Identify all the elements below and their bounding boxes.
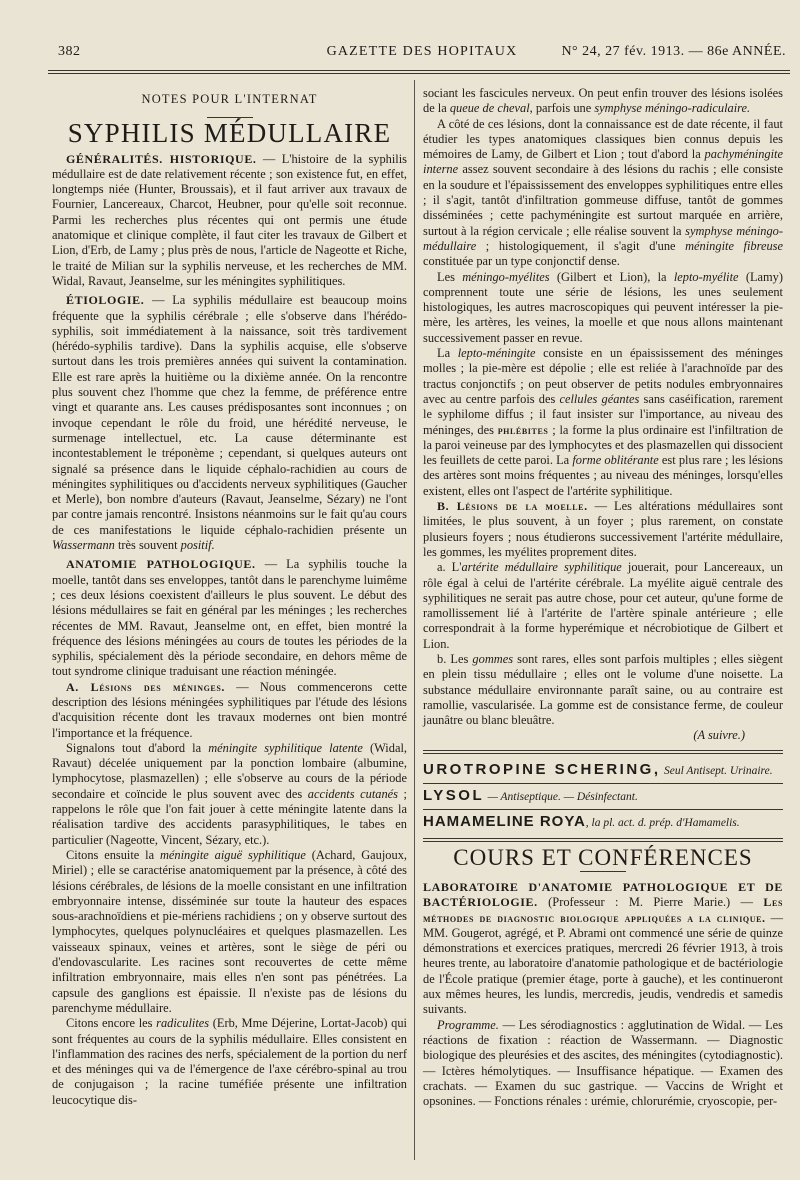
paragraph-meningo-myelites: Les méningo-myélites (Gilbert et Lion), la lepto-myélite (Lamy) comprennent toute une série de lésions, les unes seulement histologiques, les autres macroscopiques qui peuvent intéresser la pie-mère, les artères, les veines, la moelle et que nous allons maintenant successivement passer en revue.: [423, 269, 783, 345]
header-rule-2: [48, 73, 790, 74]
to-be-continued: (A suivre.): [693, 728, 745, 743]
title-rule: [580, 871, 626, 872]
paragraph-generalites: GÉNÉRALITÉS. HISTORIQUE. — L'histoire de la syphilis médullaire est de date relativement récente ; son existence fut, en effet, longtemps niée (Hunter, Broussais), et il faut arriver aux travaux de Fournier, Lancereaux, Charcot, Heubner, pour qu'elle soit reconnue. Parmi les recherches plus récentes qui ont permis une étude anatomique et clinique complète, il faut citer les travaux de Gilbert et Lion, d'Erb, de Lamy ; plus près de nous, l'article de Nageotte et Riche, le traité de Milian sur la syphilis nerveuse, et les recherches de MM. Widal, Ravaut, Jeanselme, sur les méningites syphilitiques.: [52, 151, 408, 288]
paragraph-meningite-latente: Signalons tout d'abord la méningite syphilitique latente (Widal, Ravaut) décelée uniquement par la ponction lombaire (albumine, lymphocytose, plasmazellen) ; elle s'observe au cours de la période secondaire et coïncide le plus souvent avec des accidents cutanés ; rappelons le rôle que l'on fait jouer à cette méningite latente dans la réalisation tardive des accidents parasyphilitiques, le tabes en particulier (Nageotte, Vincent, Sézary, etc.).: [52, 740, 407, 847]
header-rule: [48, 70, 790, 71]
ad-lysol: LYSOL — Antiseptique. — Désinfectant.: [423, 787, 638, 805]
subheading-meninges: A. Lésions des méninges.: [66, 679, 226, 694]
left-column: [52, 86, 407, 1108]
paragraph-continuation: sociant les fascicules nerveux. On peut enfin trouver des lésions isolées de la queue de cheval, parfois une symphyse méningo-radiculaire.: [423, 86, 783, 116]
paragraph-programme: Programme. — Les sérodiagnostics : agglutination de Widal. — Les réactions de fixation : réaction de Wassermann. — Diagnostic biologique des pleurésies et des ascites, des méningites (cytodiagnostic). — Ictères hémolytiques. — Insuffisance hépatique. — Examen des crachats. — Examen du suc gastrique. — Vaccins de Wright et opsonines. — Fonctions rénales : urémie, chlorurémie, cryoscopie, per-: [423, 1017, 783, 1109]
heading-anatomie: ANATOMIE PATHOLOGIQUE.: [66, 557, 256, 572]
section-kicker: NOTES POUR L'INTERNAT: [141, 92, 318, 106]
publication-title: GAZETTE DES HOPITAUX: [326, 44, 518, 59]
paragraph-lesions-moelle: B. Lésions de la moelle. — Les altérations médullaires sont limitées, le plus souvent, à un foyer ; plus rarement, on constate plusieurs foyers ; nous étudierons successivement l'artérite médullaire, les gommes, les myélites proprement dites.: [423, 499, 783, 559]
paragraph-arterite: a. L'artérite médullaire syphilitique jouerait, pour Lancereaux, un rôle égal à celui de l'artérite cérébrale. La myélite aiguë centrale des syphilitiques ne serait pas autre chose, pour cet auteur, qu'une forme de ramollissement lié à l'artérite de l'artère spinale antérieure ; elle correspondrait à la forme hyperémique et nécrobiotique de Gilbert et Lion.: [423, 560, 783, 651]
ad-separator: [423, 838, 783, 842]
ad-separator: [423, 750, 783, 754]
paragraph-gommes: b. Les gommes sont rares, elles sont parfois multiples ; elles siègent en plein tissu médullaire ; elles ont le volume d'une noisette. La substance médullaire environnante paraît saine, ou au contraire est ramollie, vascularisée. La gomme est de consistance ferme, de couleur jaunâtre ou blanc bleuâtre.: [423, 651, 783, 728]
section-title-cours: COURS ET CONFÉRENCES: [453, 844, 753, 870]
heading-laboratoire: LABORATOIRE D'ANATOMIE PATHOLOGIQUE ET DE BACTÉRIOLOGIE.: [423, 879, 783, 910]
ad-hamameline: HAMAMELINE ROYA, la pl. act. d. prép. d'Hamamelis.: [423, 813, 740, 831]
issue-info: N° 24, 27 fév. 1913. — 86e ANNÉE.: [561, 44, 786, 59]
ad-rule: [423, 809, 783, 810]
paragraph-lepto-meningite: La lepto-méningite consiste en un épaississement des méninges molles ; la pie-mère est dépolie ; elle est reliée à l'arachnoïde par des tractus conjonctifs ; on peut observer de petits nodules embryonnaires avec au centre parfois des cellules géantes sans caséification, rarement le syphilome diffus ; il faut insister sur l'importance, au niveau des méninges, des phlébites ; la forme la plus ordinaire est l'infiltration de la paroi veineuse par des lymphocytes et des plasmazellen qui dissocient les feuillets de cette paroi. La forme oblitérante est plus rare ; les lésions des artères sont moins fréquentes ; au niveau des méninges, lorsqu'elles existent, elles ont l'aspect de l'artérite syphilitique.: [423, 346, 783, 498]
article-title: SYPHILIS MÉDULLAIRE: [67, 118, 392, 149]
subheading-moelle: B. Lésions de la moelle.: [437, 499, 588, 514]
ad-urotropine: UROTROPINE SCHERING, Seul Antisept. Urinaire.: [423, 760, 773, 778]
paragraph-etiologie: ÉTIOLOGIE. — La syphilis médullaire est beaucoup moins fréquente que la syphilis cérébrale ; elle s'observe dans l'hérédo-syphilis, soit immédiatement à la naissance, soit très tardivement (hérédo-syphilis tardive). Dans la syphilis acquise, elle s'observe surtout dans les trois premières années qui suivent la contamination. Elle est rare après la huitième ou la dixième année. On la rencontre plus souvent chez l'homme que chez la femme, de préférence entre vingt et quarante ans. Les causes prédisposantes sont inconnues ; on invoque cependant le rôle du froid, une hérédité nerveuse, le surmenage intellectuel, etc. La cause déterminante est incontestablement le tréponème ; cependant, si quelques auteurs ont signalé sa présence dans le liquide céphalo-rachidien au cours de méningites syphilitiques ou d'accidents nerveux syphilitiques (Gaucher et Merle), bon nombre d'auteurs (Ravaut, Jeanselme, Sézary) ne l'ont par contre jamais rencontré. Insistons néanmoins sur le fait qu'au cours de ces manifestations le liquide céphalo-rachidien présente un Wassermann très souvent positif.: [52, 293, 407, 553]
page-header: [58, 44, 786, 66]
paragraph-lesions-meninges: A. Lésions des méninges. — Nous commencerons cette description des lésions méningées syphilitiques par l'étude des lésions d'acquisition récente dont les travaux modernes ont bien montré l'importance et la fréquence.: [52, 679, 407, 740]
paragraph-meningite-aigue: Citons ensuite la méningite aiguë syphilitique (Achard, Gaujoux, Miriel) ; elle se caractérise anatomiquement par la présence, à côté des lésions cérébrales, de lésions de la moelle consistant en une infiltration embryonnaire intense, disséminée sur toute la hauteur des espaces sous-arachnoïdiens et pie-mériens rachidiens ; on y observe surtout des lymphocytes, quelques polynucléaires et quelques plasmazellen. Les vaisseaux spinaux, veines et artères, sont le siège de péri ou d'endovascularite. Les racines sont recouvertes de cette même infiltration embryonnaire, mais elles n'en sont pas pénétrées. La capsule des ganglions est épaissie. Il n'existe pas de lésions du parenchyme médullaire.: [52, 847, 407, 1015]
paragraph-pachymeningite: A côté de ces lésions, dont la connaissance est de date récente, il faut étudier les types anatomiques classiques bien connus depuis les mémoires de Lamy, de Gilbert et Lion ; tout d'abord la pachyméningite interne assez souvent secondaire à des lésions du rachis ; elle consiste en la soudure et l'épaississement des enveloppes syphilitiques entre elles ; il s'agit, tantôt d'infiltration gommeuse diffuse, tantôt de gommes disséminées ; cette pachyméningite est surtout marquée en arrière, surtout à la région cervicale ; elle réalise souvent la symphyse méningo-médullaire ; histologiquement, il s'agit d'une méningite fibreuse constituée par un type conjonctif dense.: [423, 116, 783, 269]
ad-rule: [423, 783, 783, 784]
ad-lysol-brand: LYSOL: [423, 787, 485, 805]
ad-hamameline-brand: HAMAMELINE ROYA: [423, 813, 586, 831]
right-column: [423, 86, 783, 1109]
column-divider: [414, 80, 415, 1160]
ad-urotropine-brand: UROTROPINE SCHERING,: [423, 760, 661, 778]
heading-generalites: GÉNÉRALITÉS. HISTORIQUE.: [66, 151, 257, 166]
paragraph-laboratoire: LABORATOIRE D'ANATOMIE PATHOLOGIQUE ET DE BACTÉRIOLOGIE. (Professeur : M. Pierre Marie.) — Les méthodes de diagnostic biologique appliquées a la clinique. — MM. Gougerot, agrégé, et P. Abrami ont commencé une série de quinze démonstrations et exercices pratiques, mercredi 26 février 1913, à trois heures trente, au laboratoire d'anatomie pathologique et de bactériologie de l'École pratique (premier étage, porte à gauche), et les continueront aux mêmes heures, les lundis, mercredis, jeudis, vendredis et samedis suivants.: [423, 879, 783, 1017]
heading-etiologie: ÉTIOLOGIE.: [66, 293, 145, 308]
paragraph-radiculites: Citons encore les radiculites (Erb, Mme Déjerine, Lortat-Jacob) qui sont fréquentes au cours de la syphilis médullaire. Elles consistent en l'inflammation des racines des nerfs, spécialement de la portion du nerf et des méninges qui va de l'émergence de l'axe cérébro-spinal au trou de conjugaison ; la racine tuméfiée présente une infiltration leucocytique dis-: [52, 1016, 407, 1107]
paragraph-anatomie: ANATOMIE PATHOLOGIQUE. — La syphilis touche la moelle, tantôt dans ses enveloppes, tantôt dans le parenchyme luimême ; ces deux lésions coexistent d'ailleurs le plus souvent. Le début des lésions médullaires se fait en général par les méninges ; les recherches récentes de MM. Ravaut, Jeanselme ont, en effet, bien montré la fréquence des lésions méningées au cours de toutes les périodes de la syphilis, spécialement dès la période secondaire, en dehors même de tout syndrome clinique traduisant une réaction méningée.: [52, 557, 407, 679]
page-number: 382: [58, 44, 81, 59]
